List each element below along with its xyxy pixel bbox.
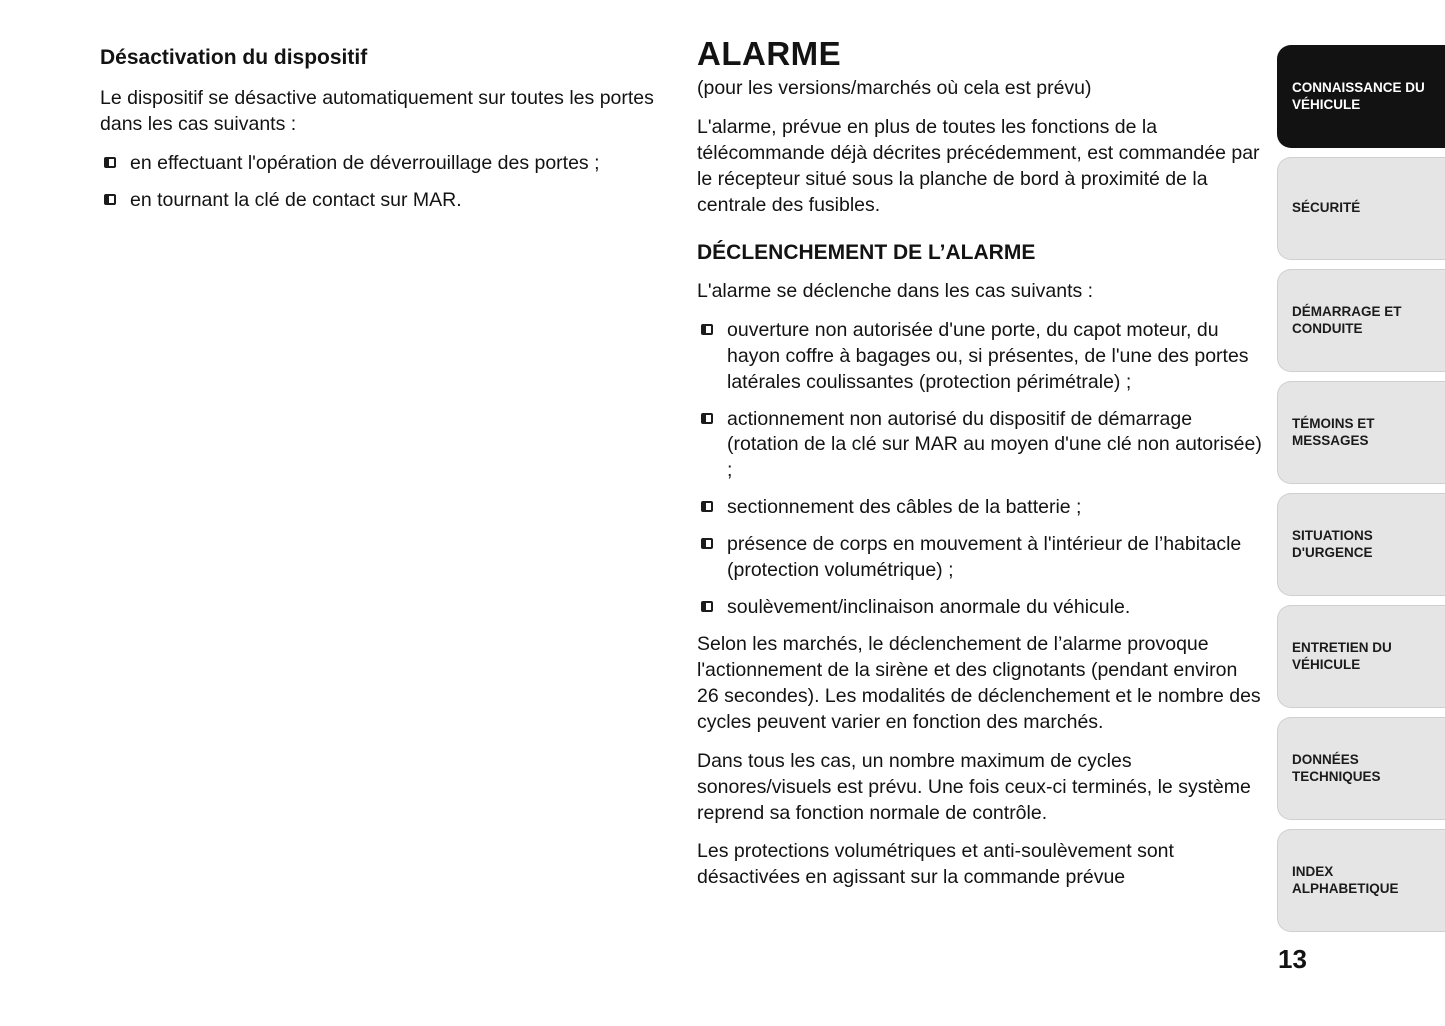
list-item-text: ouverture non autorisée d'une porte, du capot moteur, du hayon coffre à bagages ou, si présentes, de l'une des portes latérales coulissantes (protection périmétrale) ; [727,318,1249,393]
left-intro: Le dispositif se désactive automatiquement sur toutes les portes dans les cas suivants : [100,86,654,135]
tab-demarrage-et-conduite [1277,269,1445,372]
tab-label: DONNÉES TECHNIQUES [1292,752,1381,784]
body-paragraph: Selon les marchés, le déclenchement de l’alarme provoque l'actionnement de la sirène et des clignotants (pendant environ 26 secondes). Les modalités de déclenchement et le nombre des cycles peuvent varier en fonction des marchés. [697,632,1261,733]
list-item [100,188,656,214]
tab-situations-d-urgence [1277,493,1445,596]
tab-label: ENTRETIEN DU VÉHICULE [1292,640,1392,672]
list-item [697,495,1263,521]
tab-donnees-techniques [1277,717,1445,820]
section-subtitle: (pour les versions/marchés où cela est prévu) [697,77,1092,100]
left-heading: Désactivation du dispositif [100,46,368,69]
body-paragraph: Les protections volumétriques et anti-soulèvement sont désactivées en agissant sur la commande prévue [697,840,1174,889]
tab-label: DÉMARRAGE ET CONDUITE [1292,304,1402,336]
tab-entretien-du-vehicule [1277,605,1445,708]
page-number: 13 [1278,944,1307,974]
tab-temoins-et-messages [1277,381,1445,484]
tab-index-alphabetique [1277,829,1445,932]
right-column [697,36,1263,891]
tab-label: SITUATIONS D'URGENCE [1292,528,1373,560]
square-bullet-icon [701,601,713,612]
subsection-heading: DÉCLENCHEMENT DE L’ALARME [697,240,1036,264]
square-bullet-icon [104,157,116,168]
section-title: ALARME [697,35,842,72]
square-bullet-icon [701,413,713,424]
square-bullet-icon [701,324,713,335]
tab-label: CONNAISSANCE DU VÉHICULE [1292,80,1425,112]
square-bullet-icon [701,501,713,512]
list-item [697,532,1263,584]
list-item [100,151,656,177]
left-column [100,44,656,225]
body-paragraph: Dans tous les cas, un nombre maximum de cycles sonores/visuels est prévu. Une fois ceux-ci terminés, le système reprend sa fonction normale de contrôle. [697,749,1251,824]
tab-label: INDEX ALPHABETIQUE [1292,864,1399,896]
list-item-text: en tournant la clé de contact sur MAR. [130,188,462,211]
list-item-text: soulèvement/inclinaison anormale du véhicule. [727,596,1131,619]
tab-connaissance-du-vehicule [1277,45,1445,148]
tab-securite [1277,157,1445,260]
chapter-tab-bar [1277,45,1445,941]
alarm-intro: L'alarme, prévue en plus de toutes les fonctions de la télécommande déjà décrites précédemment, est commandée par le récepteur situé sous la planche de bord à proximité de la centrale des fusibles. [697,116,1260,216]
list-item [697,407,1263,485]
list-item-text: sectionnement des câbles de la batterie ; [727,496,1082,519]
list-item-text: en effectuant l'opération de déverrouillage des portes ; [130,151,600,174]
tab-label: TÉMOINS ET MESSAGES [1292,416,1375,448]
list-item [697,595,1263,621]
list-item-text: actionnement non autorisé du dispositif de démarrage (rotation de la clé sur MAR au moyen d'une clé non autorisée) ; [727,407,1262,482]
tab-label: SÉCURITÉ [1292,200,1361,216]
square-bullet-icon [701,538,713,549]
square-bullet-icon [104,194,116,205]
list-item-text: présence de corps en mouvement à l'intérieur de l’habitacle (protection volumétrique) ; [727,533,1242,582]
list-item [697,318,1263,396]
subsection-intro: L'alarme se déclenche dans les cas suivants : [697,279,1094,302]
